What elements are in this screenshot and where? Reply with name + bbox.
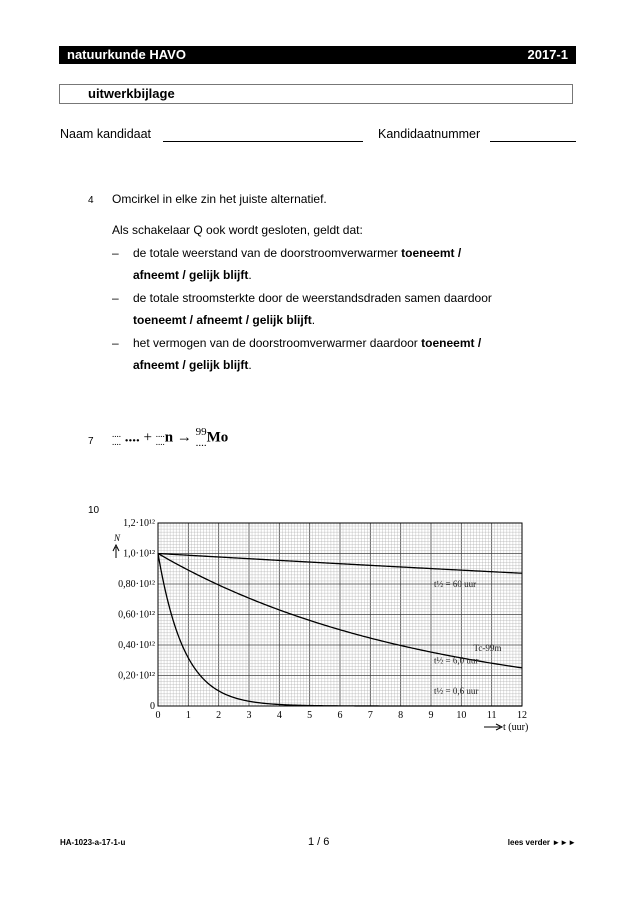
x-tick-label: 1	[185, 710, 191, 721]
footer-exam-code: HA-1023-a-17-1-u	[60, 838, 126, 847]
x-axis-arrow-icon	[484, 724, 502, 730]
y-tick-label: 0,80·10¹²	[118, 579, 155, 590]
y-axis-label: N	[114, 533, 121, 543]
q7-plus: +	[143, 429, 152, 446]
q7-product: Mo	[206, 429, 229, 446]
exam-subject: natuurkunde HAVO	[67, 47, 186, 62]
candidate-number-line[interactable]	[490, 141, 576, 142]
question-number-10: 10	[88, 505, 100, 516]
q4-item-3-line2	[133, 358, 252, 373]
x-tick-label: 5	[307, 710, 313, 721]
q4-item-3-period: .	[248, 358, 252, 372]
series-label-1: t½ = 6,0 uur	[434, 655, 479, 666]
chart-grid	[158, 523, 522, 706]
page-title-box	[59, 84, 573, 104]
q4-item-2-line1	[133, 291, 492, 306]
series-curve-0	[158, 554, 522, 574]
footer-page-number: 1 / 6	[308, 836, 330, 848]
y-tick-label: 1,2·10¹²	[123, 518, 155, 529]
q7-blank-indices-1[interactable]: .... ....	[112, 429, 121, 447]
question-number-7: 7	[88, 436, 94, 447]
q4-item-1-period: .	[248, 268, 252, 282]
q4-item-3-line1	[133, 336, 481, 351]
x-tick-label: 0	[155, 710, 161, 721]
y-axis-arrow-icon	[113, 545, 119, 558]
y-tick-label: 1,0·10¹²	[123, 548, 155, 560]
series-label-0: t½ = 60 uur	[434, 579, 477, 590]
x-axis-label: t (uur)	[503, 722, 529, 733]
q7-neutron: n	[164, 429, 174, 446]
chart-curves	[158, 554, 522, 707]
q7-blank-atomic-number[interactable]: ....	[195, 437, 207, 449]
q7-blank-indices-n[interactable]: .... ....	[155, 429, 165, 447]
x-tick-label: 7	[367, 710, 373, 721]
q7-mass-number: 99	[195, 426, 207, 438]
q4-item-2-dash: –	[112, 291, 119, 305]
x-tick-label: 10	[456, 710, 467, 721]
q4-item-1-option[interactable]: toeneemt /	[401, 246, 462, 260]
x-tick-label: 6	[337, 710, 343, 721]
question-number-4: 4	[88, 195, 94, 206]
q4-item-2-period: .	[311, 313, 316, 327]
q4-item-1-line1	[133, 246, 461, 261]
q4-item-2-line2	[133, 313, 315, 328]
q4-item-1-text: de totale weerstand van de doorstroomverwarmer	[133, 246, 402, 260]
footer-next-page: lees verder ►►►	[507, 838, 576, 847]
q4-item-3-text: het vermogen van de doorstroomverwarmer daardoor	[133, 336, 422, 350]
exam-year: 2017-1	[527, 47, 568, 62]
x-tick-label: 3	[246, 710, 252, 721]
series-label-3: Tc-99m	[473, 643, 502, 654]
q4-instruction: Omcirkel in elke zin het juiste alternatief.	[112, 192, 327, 206]
y-tick-label: 0,40·10¹²	[118, 640, 155, 651]
chart-labels	[113, 518, 528, 733]
q4-item-1-dash: –	[112, 246, 119, 260]
series-curve-2	[158, 554, 522, 707]
series-curve-1	[158, 554, 522, 668]
plot-frame	[158, 523, 522, 706]
candidate-fields	[60, 127, 578, 147]
q4-item-2-text: de totale stroomsterkte door de weerstandsdraden samen daardoor	[133, 291, 492, 305]
q7-reaction-equation	[112, 427, 228, 449]
header-bar	[59, 46, 576, 64]
x-tick-label: 11	[486, 710, 497, 721]
chart-axes	[158, 523, 522, 706]
series-label-2: t½ = 0,6 uur	[434, 685, 479, 696]
candidate-name-label: Naam kandidaat	[60, 127, 152, 141]
candidate-number-label: Kandidaatnummer	[378, 127, 481, 141]
page-title: uitwerkbijlage	[88, 86, 175, 101]
q7-mo-indices	[196, 427, 207, 449]
x-tick-label: 8	[398, 710, 404, 721]
x-tick-label: 9	[428, 710, 434, 721]
q4-item-2-options[interactable]: toeneemt / afneemt / gelijk blijft	[133, 313, 312, 327]
q4-item-3-option[interactable]: toeneemt /	[421, 336, 482, 350]
q4-intro: Als schakelaar Q ook wordt gesloten, geldt dat:	[112, 223, 363, 237]
candidate-name-line[interactable]	[163, 141, 363, 142]
y-tick-label: 0,60·10¹²	[118, 609, 155, 621]
q4-item-1-options[interactable]: afneemt / gelijk blijft	[133, 268, 249, 282]
y-tick-label: 0,20·10¹²	[118, 670, 155, 682]
x-tick-label: 2	[216, 710, 222, 721]
q4-item-3-dash: –	[112, 336, 119, 350]
x-tick-label: 4	[276, 710, 282, 721]
x-tick-label: 12	[517, 710, 527, 721]
y-tick-label: 0	[150, 701, 155, 712]
q4-item-1-line2	[133, 268, 252, 283]
q7-blank-element[interactable]: ....	[124, 429, 140, 446]
q7-arrow: →	[176, 429, 192, 446]
q4-item-3-options[interactable]: afneemt / gelijk blijft	[133, 358, 249, 372]
